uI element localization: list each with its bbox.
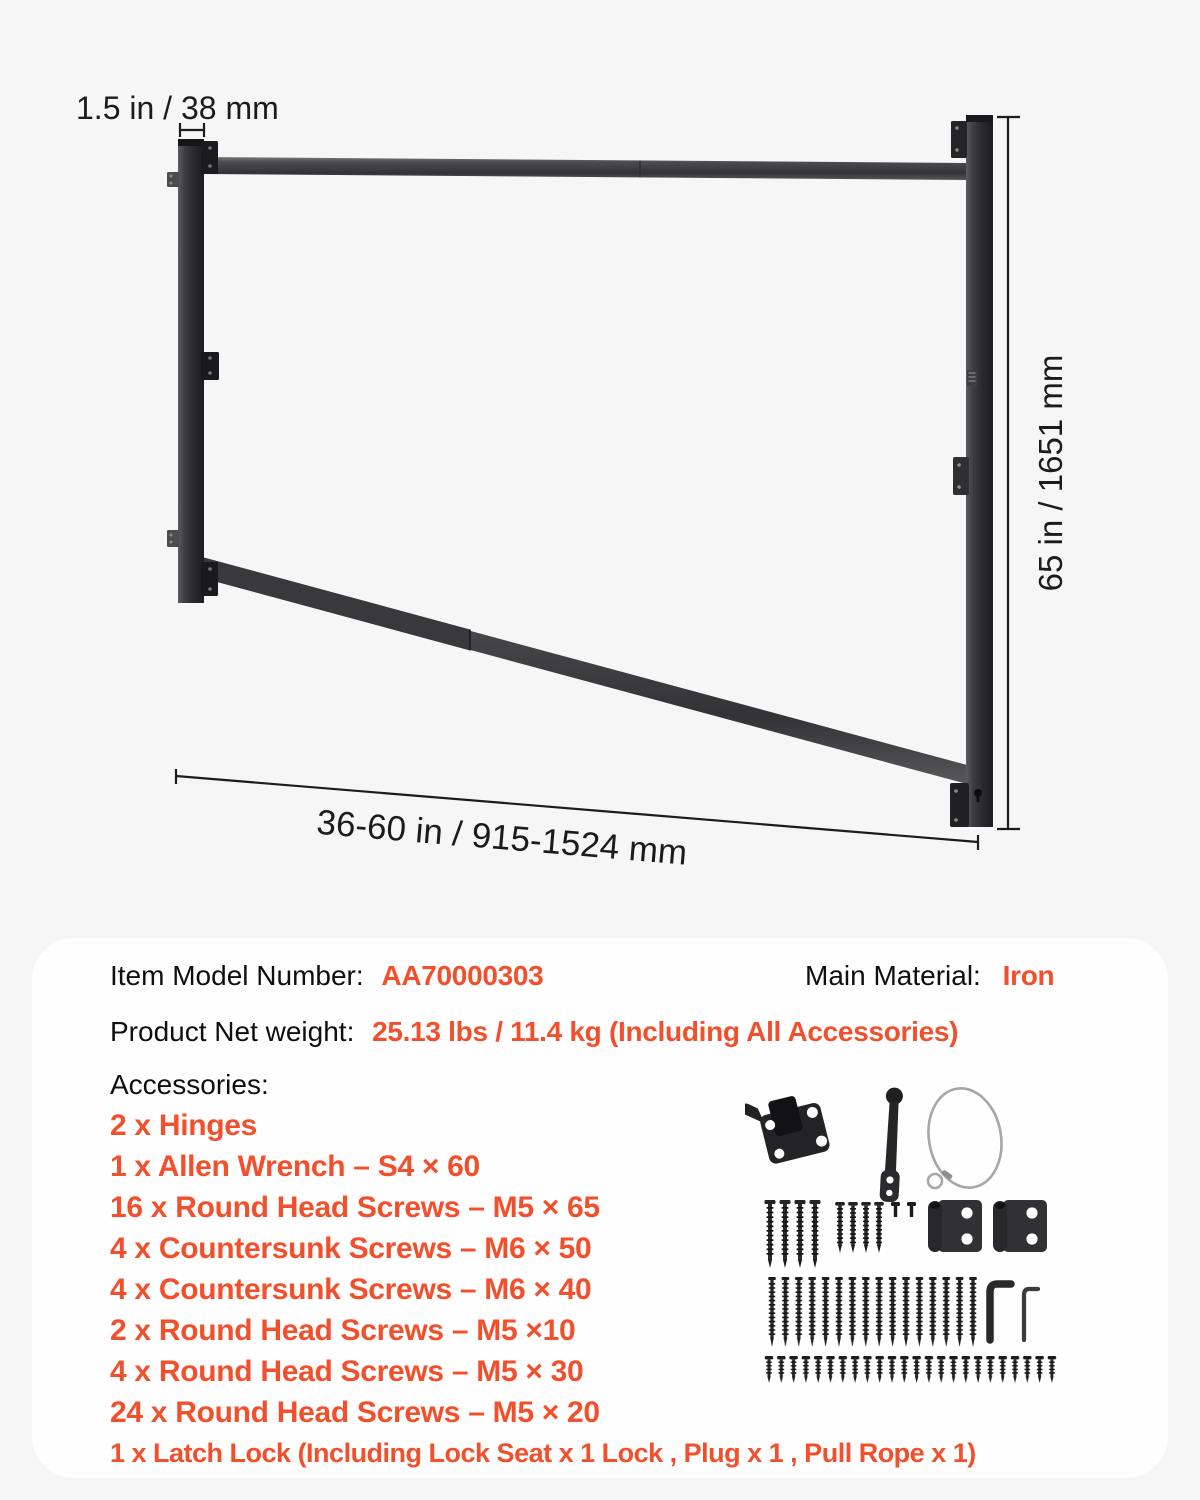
weight-label: Product Net weight:	[110, 1016, 355, 1047]
list-item: 16 x Round Head Screws – M5 × 65	[110, 1191, 600, 1224]
latch-keeper-icon	[953, 457, 969, 495]
small-screws-pair-icon	[891, 1202, 916, 1217]
latch-lock-icon	[745, 1085, 831, 1170]
hinge-bracket-low-icon	[201, 562, 218, 596]
gate-left-post	[167, 139, 219, 603]
list-item: 1 x Latch Lock (Including Lock Seat x 1 Lock , Plug x 1 , Pull Rope x 1)	[110, 1438, 976, 1468]
gate-top-rail	[204, 157, 966, 180]
list-item: 4 x Countersunk Screws – M6 × 40	[110, 1273, 592, 1306]
latch-handle-icon	[879, 1087, 904, 1202]
height-dimension-line	[997, 117, 1020, 829]
allen-wrench-icon	[990, 1284, 1038, 1340]
material-row	[805, 960, 1054, 992]
width-dimension-label: 36-60 in / 915-1524 mm	[315, 802, 689, 873]
weight-value: 25.13 lbs / 11.4 kg (Including All Accessories)	[372, 1016, 959, 1047]
gate-bottom-rail	[204, 558, 967, 785]
model-number-value: AA70000303	[381, 960, 544, 991]
post-bracket-top-icon	[951, 121, 967, 158]
list-item: 2 x Hinges	[110, 1109, 258, 1142]
round-head-screws-row-icon	[765, 1277, 979, 1352]
material-value: Iron	[1002, 960, 1055, 991]
short-screws-row-icon	[762, 1356, 1057, 1386]
model-number-row	[110, 960, 543, 992]
hinge-plates-icon	[928, 1200, 1047, 1252]
material-label: Main Material:	[805, 960, 981, 991]
list-item: 24 x Round Head Screws – M5 × 20	[110, 1396, 600, 1429]
gate-right-post	[950, 115, 993, 827]
list-item: 1 x Allen Wrench – S4 × 60	[110, 1150, 480, 1183]
accessories-photo	[745, 1082, 1075, 1402]
list-item: 4 x Countersunk Screws – M6 × 50	[110, 1232, 592, 1265]
list-item: 2 x Round Head Screws – M5 ×10	[110, 1314, 576, 1347]
weight-row	[110, 1016, 958, 1048]
thickness-dimension-label: 1.5 in / 38 mm	[76, 90, 279, 126]
post-bracket-bottom-icon	[950, 783, 969, 827]
height-dimension-label: 65 in / 1651 mm	[1032, 354, 1069, 592]
hinge-bracket-top-icon	[201, 141, 218, 174]
list-item: 4 x Round Head Screws – M5 × 30	[110, 1355, 584, 1388]
countersunk-screws-icon	[765, 1200, 884, 1268]
accessories-heading: Accessories:	[110, 1069, 269, 1100]
spec-panel	[32, 938, 1168, 1478]
product-label-icon	[967, 370, 977, 386]
model-number-label: Item Model Number:	[110, 960, 364, 991]
mount-tab-top-icon	[167, 172, 179, 187]
pull-rope-icon	[921, 1083, 1009, 1194]
mount-tab-bottom-icon	[167, 530, 179, 547]
dimension-lines	[176, 117, 1020, 850]
